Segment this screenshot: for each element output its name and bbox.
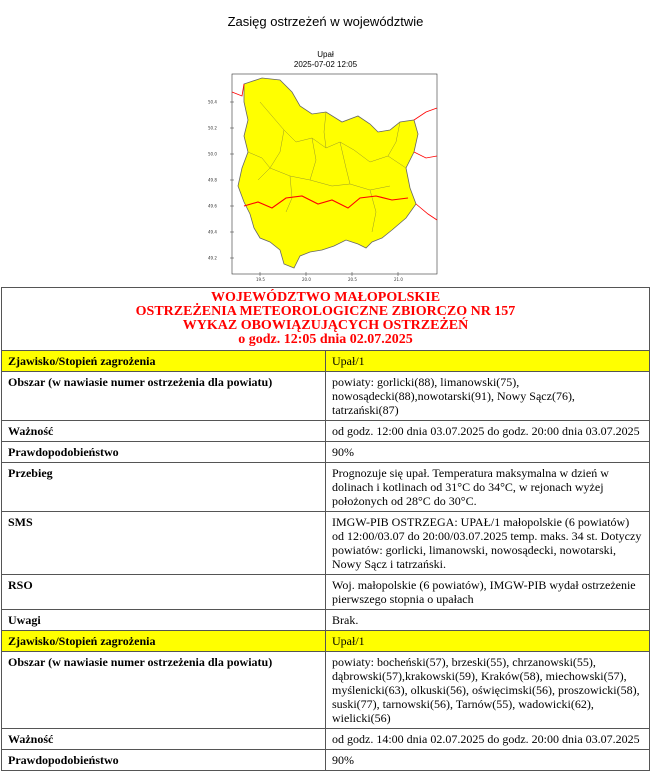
header-issue-time: o godz. 12:05 dnia 02.07.2025 (238, 332, 413, 347)
phenomenon-value: Upał/1 (326, 631, 650, 652)
table-row (2, 351, 650, 372)
validity-label: Ważność (2, 421, 326, 442)
probability-label: Prawdopodobieństwo (2, 442, 326, 463)
table-row (2, 652, 650, 729)
header-bulletin-number: OSTRZEŻENIA METEOROLOGICZNE ZBIORCZO NR 157 (135, 304, 516, 319)
header-voivodeship: WOJEWÓDZTWO MAŁOPOLSKIE (210, 290, 441, 305)
sms-value: IMGW-PIB OSTRZEGA: UPAŁ/1 małopolskie (6 powiatów) od 12:00/03.07 do 20:00/03.07.2025 temp. maks. 34 st. Dotyczy powiatów: gorlicki, limanowski, nowosądecki, nowotarski, Nowy Sącz i tatrzański. (326, 512, 650, 575)
course-label: Przebieg (2, 463, 326, 512)
area-value: powiaty: gorlicki(88), limanowski(75), nowosądecki(88),nowotarski(91), Nowy Sącz(76), tatrzański(87) (326, 372, 650, 421)
map-x-tick-label: 19.5 (256, 277, 265, 282)
validity-label: Ważność (2, 729, 326, 750)
map-y-tick-label: 50.0 (208, 151, 217, 157)
header-list-title: WYKAZ OBOWIĄZUJĄCYCH OSTRZEŻEŃ (182, 318, 469, 333)
table-row (2, 750, 650, 771)
table-row (2, 610, 650, 631)
table-row (2, 729, 650, 750)
map-y-tick-label: 49.2 (208, 255, 217, 261)
remarks-value: Brak. (326, 610, 650, 631)
map-y-tick-label: 49.4 (208, 229, 217, 235)
validity-value: od godz. 12:00 dnia 03.07.2025 do godz. 20:00 dnia 03.07.2025 (326, 421, 650, 442)
map-y-tick-label: 50.4 (208, 99, 217, 105)
table-row (2, 631, 650, 652)
probability-value: 90% (326, 750, 650, 771)
area-value: powiaty: bocheński(57), brzeski(55), chrzanowski(55), dąbrowski(57),krakowski(59), Kraków(58), miechowski(57), myślenicki(63), olkuski(56), oświęcimski(56), proszowicki(58), suski(77), tarnowski(56), Tarnów(55), wadowicki(62), wielicki(56) (326, 652, 650, 729)
probability-label: Prawdopodobieństwo (2, 750, 326, 771)
map-x-tick-label: 20.0 (302, 277, 311, 282)
table-row (2, 421, 650, 442)
map-phenomenon: Upał (317, 50, 334, 59)
table-row (2, 512, 650, 575)
map-y-tick-label: 50.2 (208, 125, 217, 131)
map-x-tick-label: 20.5 (348, 277, 357, 282)
page-title: Zasięg ostrzeżeń w województwie (227, 14, 424, 29)
probability-value: 90% (326, 442, 650, 463)
rso-value: Woj. małopolskie (6 powiatów), IMGW-PIB wydał ostrzeżenie pierwszego stopnia o upałach (326, 575, 650, 610)
table-row (2, 372, 650, 421)
phenomenon-label: Zjawisko/Stopień zagrożenia (2, 631, 326, 652)
phenomenon-value: Upał/1 (326, 351, 650, 372)
remarks-label: Uwagi (2, 610, 326, 631)
sms-label: SMS (2, 512, 326, 575)
course-value: Prognozuje się upał. Temperatura maksymalna w dzień w dolinach i kotlinach od 31°C do 34°C, w rejonach wyżej położonych od 28°C do 30°C. (326, 463, 650, 512)
area-label: Obszar (w nawiasie numer ostrzeżenia dla powiatu) (2, 652, 326, 729)
table-row (2, 575, 650, 610)
map-y-tick-label: 49.8 (208, 177, 217, 183)
table-row (2, 463, 650, 512)
map-datetime: 2025-07-02 12:05 (293, 60, 358, 69)
map-y-tick-label: 49.6 (208, 203, 217, 209)
warning-map (200, 72, 451, 286)
area-label: Obszar (w nawiasie numer ostrzeżenia dla powiatu) (2, 372, 326, 421)
warnings-table (1, 287, 650, 771)
map-x-tick-label: 21.0 (394, 277, 403, 282)
table-header (2, 288, 650, 351)
phenomenon-label: Zjawisko/Stopień zagrożenia (2, 351, 326, 372)
validity-value: od godz. 14:00 dnia 02.07.2025 do godz. 20:00 dnia 03.07.2025 (326, 729, 650, 750)
table-row (2, 442, 650, 463)
rso-label: RSO (2, 575, 326, 610)
